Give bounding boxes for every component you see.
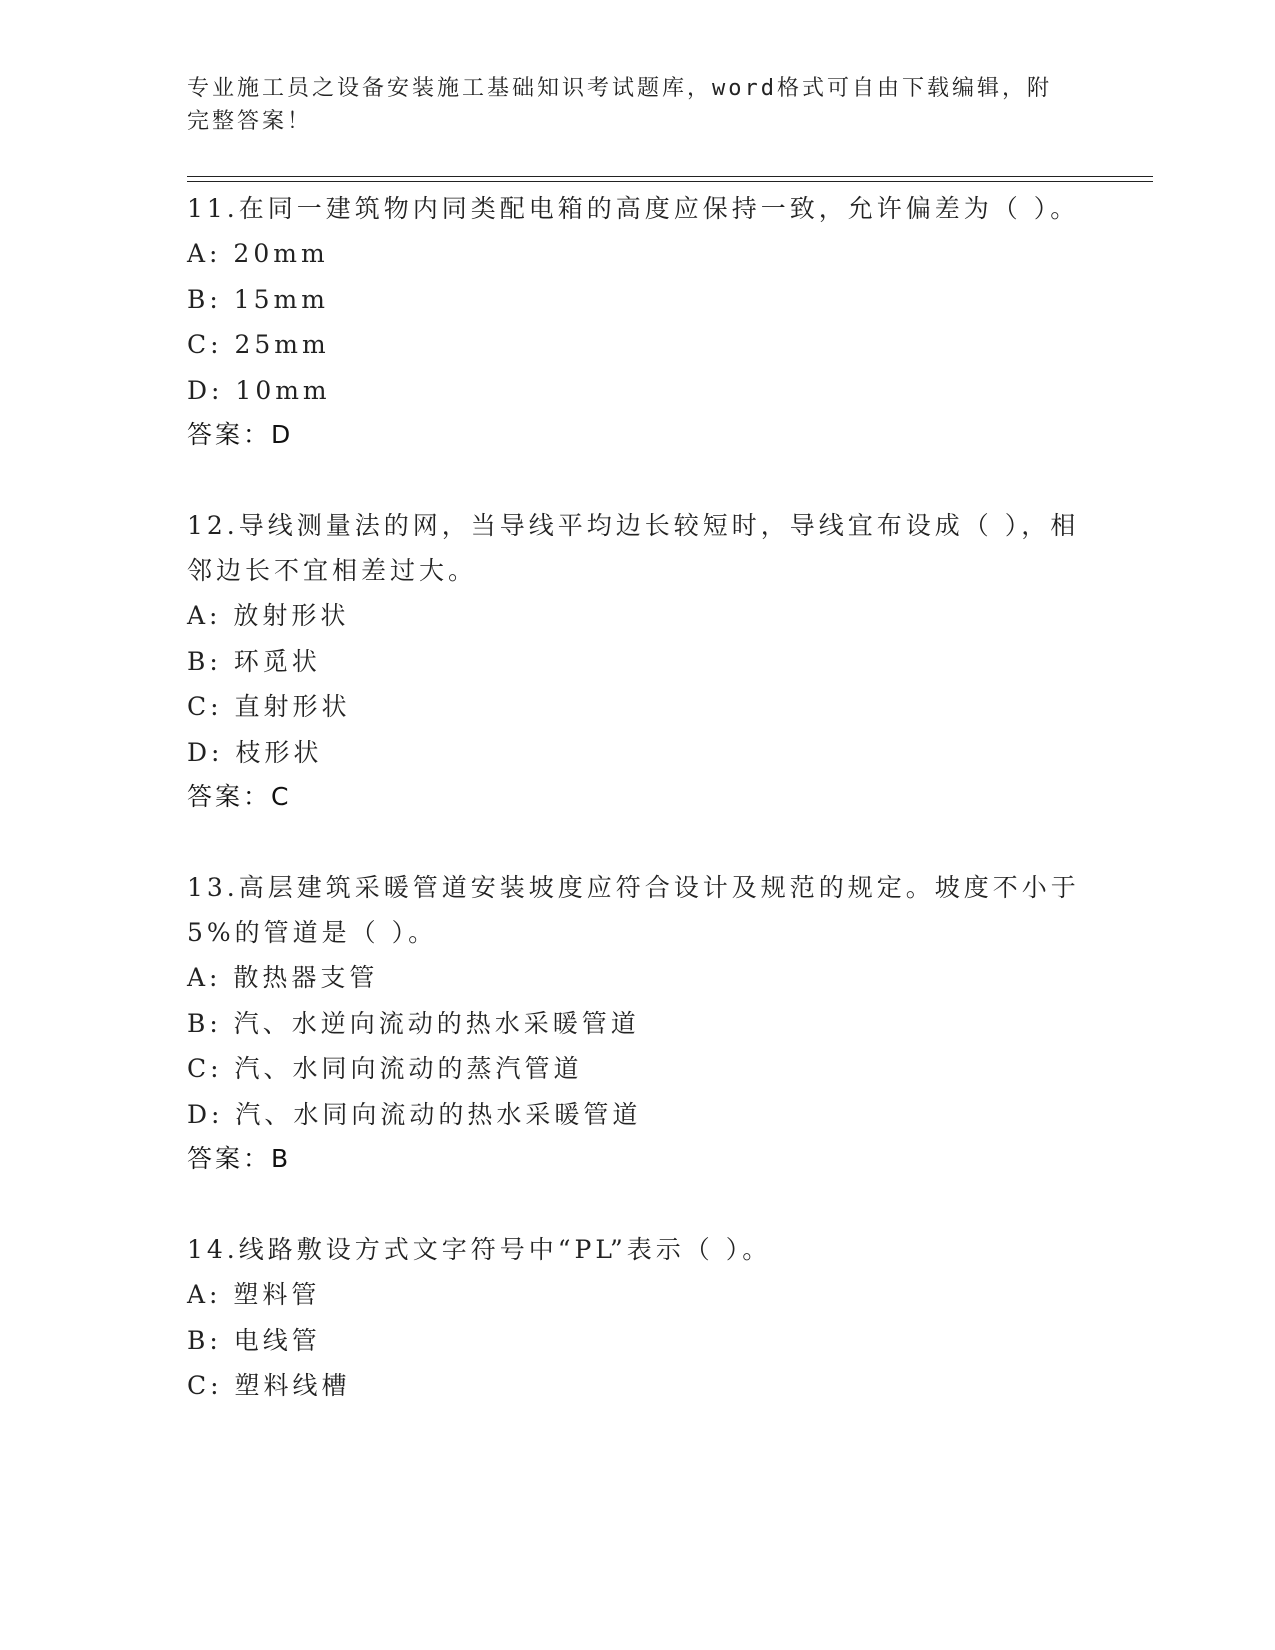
option-d: D: 枝形状 — [187, 737, 323, 767]
question-14 — [187, 1227, 1087, 1409]
question-13 — [187, 865, 1087, 1181]
option-d: D: 汽、水同向流动的热水采暖管道 — [187, 1099, 642, 1129]
document-header: 专业施工员之设备安装施工基础知识考试题库，word格式可自由下载编辑，附完整答案！ — [187, 76, 1052, 134]
option-a: A: 20mm — [187, 239, 329, 268]
option-c: C: 25mm — [187, 330, 330, 359]
option-c: C: 塑料线槽 — [187, 1371, 351, 1400]
option-a: A: 塑料管 — [187, 1280, 321, 1309]
question-stem: 14.线路敷设方式文字符号中“PL”表示（ ）。 — [187, 1235, 772, 1264]
question-stem: 12.导线测量法的网，当导线平均边长较短时，导线宜布设成（ ），相邻边长不宜相差过大。 — [187, 511, 1080, 585]
question-11 — [187, 186, 1087, 457]
option-a: A: 放射形状 — [187, 601, 350, 630]
option-b: B: 15mm — [187, 284, 329, 314]
header-divider-bottom — [187, 181, 1153, 182]
question-stem: 13.高层建筑采暖管道安装坡度应符合设计及规范的规定。坡度不小于5%的管道是（ ）。 — [187, 873, 1080, 947]
answer: 答案：C — [187, 782, 292, 811]
option-a: A: 散热器支管 — [187, 963, 379, 992]
option-b: B: 环觅状 — [187, 646, 321, 676]
option-b: B: 电线管 — [187, 1325, 321, 1355]
question-list — [187, 186, 1087, 1455]
option-c: C: 汽、水同向流动的蒸汽管道 — [187, 1054, 583, 1083]
option-d: D: 10mm — [187, 375, 331, 405]
question-12 — [187, 503, 1087, 819]
option-b: B: 汽、水逆向流动的热水采暖管道 — [187, 1008, 640, 1038]
answer: 答案：B — [187, 1144, 292, 1173]
header-divider-top — [187, 176, 1153, 177]
answer: 答案：D — [187, 420, 294, 449]
option-c: C: 直射形状 — [187, 692, 351, 721]
question-stem: 11.在同一建筑物内同类配电箱的高度应保持一致，允许偏差为（ ）。 — [187, 194, 1080, 223]
